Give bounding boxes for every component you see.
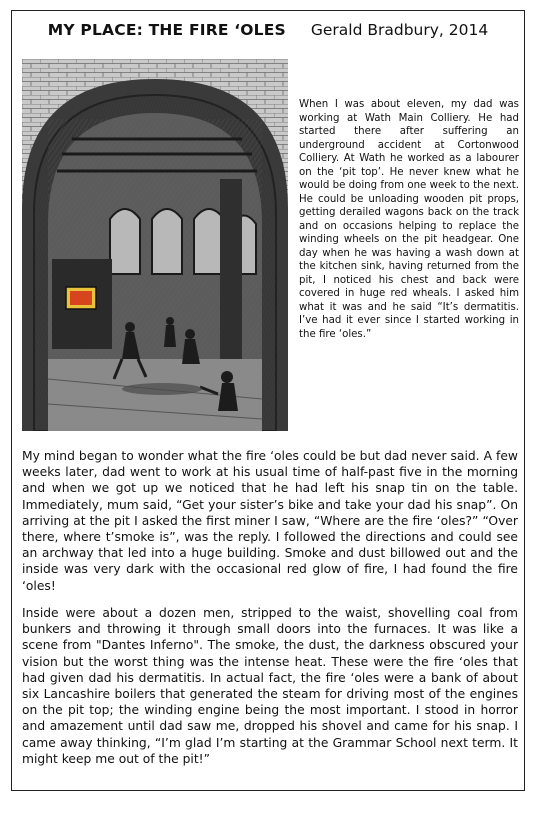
author-byline: Gerald Bradbury, 2014 bbox=[310, 21, 489, 39]
body-paragraph-1: My mind began to wonder what the fire ‘oles could be but dad never said. A few weeks later, dad went to work at his usual time of half-past five in the morning and when we got up we noticed that he had left his snap tin on the table. Immediately, mum said, “Get your sister’s bike and take your dad his snap”. On arriving at the pit I asked the first miner I saw, “Where are the fire ‘oles?” “Over there, where t’smoke is”, was the reply. I followed the directions and could see an archway that led into a huge building. Smoke and dust billowed out and the inside was very dark with the occasional red glow of fire, I had found the fire ‘oles! bbox=[22, 449, 518, 593]
intro-sidebar-text: When I was about eleven, my dad was working at Wath Main Colliery. He had started there after suffering an underground accident at Cortonwood Colliery. At Wath he worked as a labourer on the ‘pit top’. He never knew what he would be doing from one week to the next. He could be unloading wooden pit props, getting derailed wagons back on the track and on occasions helping to replace the winding wheels on the pit headgear. One day when he was having a wash down at the kitchen sink, having returned from the pit, I noticed his chest and back were covered in huge red wheals. I asked him what it was and he said “It’s dermatitis. I’ve had it ever since I started working in the fire ‘oles.” bbox=[299, 99, 519, 340]
page-header bbox=[12, 21, 524, 39]
pencil-sketch-icon bbox=[22, 59, 288, 431]
article-title: MY PLACE: THE FIRE ‘OLES bbox=[47, 21, 286, 39]
page-frame bbox=[11, 10, 525, 791]
boiler-house-illustration bbox=[22, 59, 288, 431]
body-paragraph-2: Inside were about a dozen men, stripped to the waist, shovelling coal from bunkers and throwing it through small doors into the furnaces. It was like a scene from "Dantes Inferno". The smoke, the dust, the darkness obscured your vision but the worst thing was the intense heat. These were the fire ‘oles that had given dad his dermatitis. In actual fact, the fire ‘oles were a bank of about six Lancashire boilers that generated the steam for driving most of the engines on the pit top; the winding engine being the most important. I stood in horror and amazement until dad saw me, dropped his shovel and came for his snap. I came away thinking, “I’m glad I’m starting at the Grammar School next term. It might keep me out of the pit!” bbox=[22, 606, 518, 766]
